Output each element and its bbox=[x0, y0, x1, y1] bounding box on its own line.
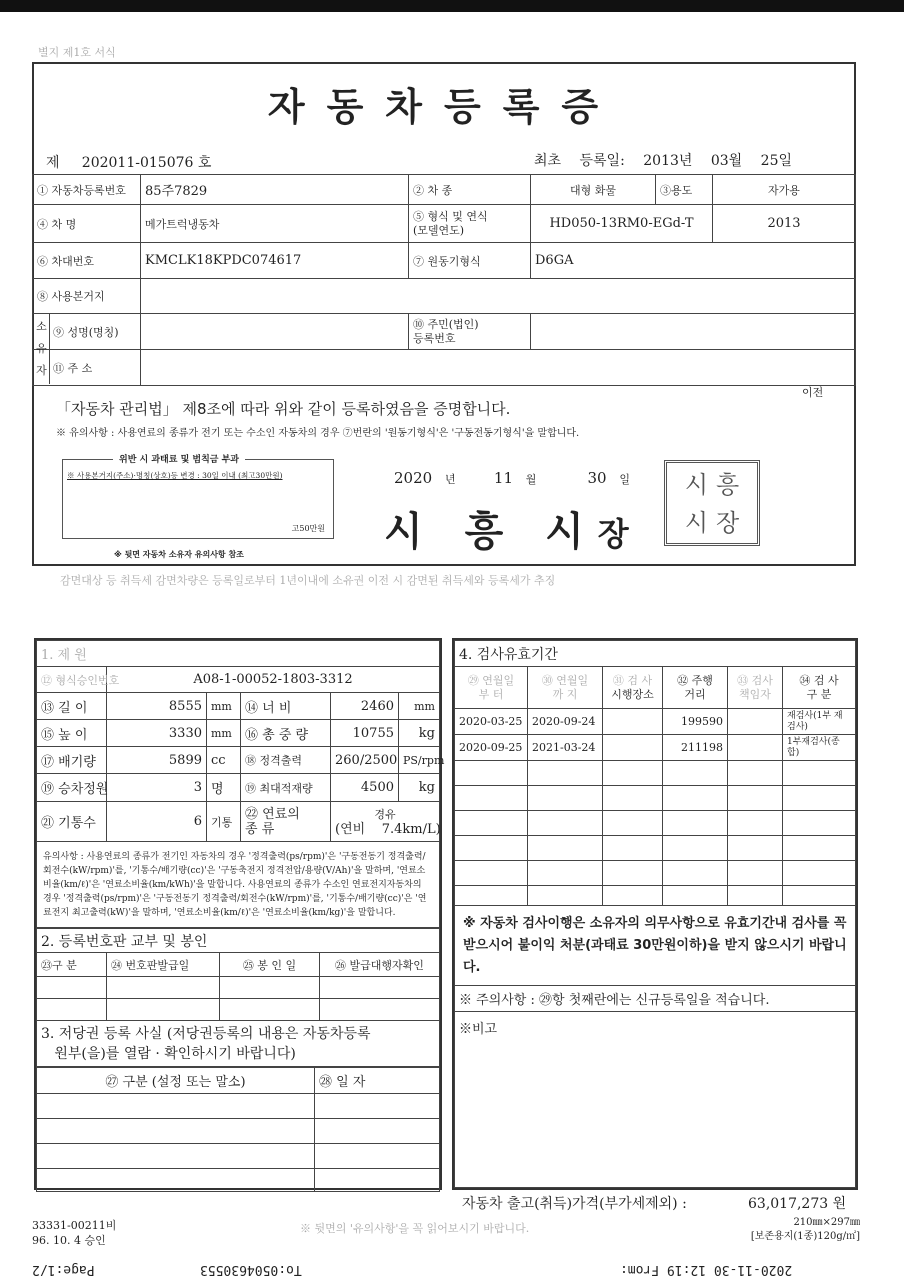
inspection-header bbox=[728, 667, 783, 709]
penalty-amount: 고50만원 bbox=[291, 524, 325, 533]
header-line: 구 분 bbox=[806, 687, 832, 701]
spec-label: ⑰ 배기량 bbox=[37, 747, 107, 774]
table-row bbox=[455, 811, 856, 836]
spec-value: 5899 bbox=[107, 747, 207, 774]
cell-place bbox=[603, 709, 663, 735]
spec-unit: cc bbox=[207, 747, 241, 774]
cell-type: 1부재검사(종합) bbox=[783, 735, 856, 761]
cell-place bbox=[603, 735, 663, 761]
inspection-table bbox=[454, 640, 856, 1188]
specs-title: 1. 제 원 bbox=[37, 641, 440, 667]
remarks: ※비고 bbox=[455, 1012, 856, 1188]
efficiency-label: (연비 bbox=[335, 821, 366, 837]
first-reg-label: 최초 등록일: bbox=[534, 153, 625, 169]
cell-type: 재검사(1부 재검사) bbox=[783, 709, 856, 735]
cell-inspector bbox=[728, 735, 783, 761]
price-value: 63,017,273 원 bbox=[748, 1196, 847, 1212]
inspection-header bbox=[455, 667, 528, 709]
spec-label: ⑱ 정격출력 bbox=[241, 747, 331, 774]
spec-value: 10755 bbox=[331, 720, 399, 747]
cell-from: 2020-03-25 bbox=[455, 709, 528, 735]
document-title: 자동차등록증 bbox=[267, 85, 621, 129]
lien-header: ㉗ 구분 (설정 또는 말소) bbox=[37, 1068, 315, 1094]
spec-unit: PS/rpm bbox=[399, 747, 440, 774]
inspection-header bbox=[528, 667, 603, 709]
fax-page: Page:1/2 bbox=[32, 1262, 95, 1277]
cell-from: 2020-09-25 bbox=[455, 735, 528, 761]
paper-spec bbox=[751, 1216, 860, 1244]
header-line: 책임자 bbox=[739, 687, 771, 701]
issuer-name: 시 흥 시 bbox=[384, 509, 584, 555]
table-row bbox=[455, 786, 856, 811]
first-reg-month: 03월 bbox=[710, 153, 743, 169]
certify-text: 「자동차 관리법」 제8조에 따라 위와 같이 등록하였음을 증명합니다. bbox=[56, 400, 511, 418]
name-label: ④ 차 명 bbox=[33, 205, 141, 243]
inspection-caution: ※ 주의사항 : ㉙항 첫째란에는 신규등록일을 적습니다. bbox=[455, 986, 856, 1012]
transfer-mark: 이전 bbox=[802, 386, 824, 399]
table-row bbox=[37, 999, 440, 1021]
approval-label: ⑫ 형식승인번호 bbox=[37, 667, 107, 693]
header-line: ㉚ 연월일 bbox=[541, 673, 589, 687]
table-row bbox=[37, 1144, 440, 1169]
penalty-line: ※ 사용본거지(주소)·명칭(상호)등 변경 : 30일 이내 (최고30만원) bbox=[67, 471, 283, 480]
issue-m: 월 bbox=[525, 473, 537, 486]
owner-id-label-1: ⑩ 주민(법인) bbox=[413, 317, 479, 331]
footer-notice: ※ 뒷면의 '유의사항'을 꼭 읽어보시기 바랍니다. bbox=[300, 1222, 530, 1235]
inspection-header bbox=[663, 667, 728, 709]
penalty-box bbox=[62, 455, 334, 539]
owner-name-value bbox=[141, 314, 409, 350]
base-label: ⑧ 사용본거지 bbox=[33, 279, 141, 314]
first-registration-date bbox=[534, 150, 792, 170]
use-value: 자가용 bbox=[713, 175, 856, 205]
spec-label: ⑯ 총 중 량 bbox=[241, 720, 331, 747]
plate-header: ㉕ 봉 인 일 bbox=[220, 953, 320, 977]
spec-unit: kg bbox=[399, 720, 440, 747]
table-row bbox=[455, 709, 856, 735]
inspection-header bbox=[603, 667, 663, 709]
lien-table bbox=[36, 1067, 440, 1192]
model-value: HD050-13RM0-EGd-T bbox=[531, 205, 713, 243]
table-row bbox=[455, 761, 856, 786]
cylinder-value: 6 bbox=[107, 802, 207, 842]
form-code bbox=[32, 1218, 116, 1248]
issue-day: 30 bbox=[587, 469, 607, 487]
price-label: 자동차 출고(취득)가격(부가세제외) : bbox=[462, 1196, 687, 1212]
issue-month: 11 bbox=[493, 469, 514, 487]
header-line: ㉜ 주행 bbox=[677, 673, 713, 687]
seal-text: 시흥시장 bbox=[684, 471, 748, 537]
base-value bbox=[141, 279, 856, 314]
form-code-text: 33331-00211비 bbox=[32, 1219, 117, 1232]
notice-text: ※ 유의사항 : 사용연료의 종류가 전기 또는 수소인 자동차의 경우 ⑦번란의 '원동기형식'은 '구동전동기형식'을 말합니다. bbox=[56, 428, 580, 439]
specs-note: 유의사항 : 사용연료의 종류가 전기인 자동차의 경우 '정격출력(ps/rpm)'은 '구동전동기 정격출력/회전수(kW/rpm)'를, '기통수/배기량(cc)'은 '구동축전지 정격전압/용량(V/Ah)'을 말하며, '연료소비율(km/ℓ)'은 '연료소비율(km/kWh)'을 말합니다. 사용연료의 종류가 수소인 연료전지자동차의 경우 '정격출력(ps/rpm)'은 '구동전동기 정격출력/회전수(kW/rpm)'를, '기통수/배기량(cc)'은 '연료전지 최고출력(kW)'을 말하며, '연료소비율(km/ℓ)'은 '연료소비율(km/kg)'을 말합니다. bbox=[37, 842, 440, 928]
efficiency-value: 7.4 bbox=[381, 821, 403, 837]
owner-addr-value bbox=[141, 350, 856, 386]
spec-label: ⑭ 너 비 bbox=[241, 693, 331, 720]
cylinder-unit: 기통 bbox=[207, 802, 241, 842]
fuel-label-1: ㉒ 연료의 bbox=[245, 806, 300, 822]
owner-group-label: 소유자 bbox=[34, 314, 50, 384]
official-seal bbox=[664, 460, 760, 546]
spec-value: 3 bbox=[107, 774, 207, 802]
cell-to: 2020-09-24 bbox=[528, 709, 603, 735]
engine-label: ⑦ 원동기형식 bbox=[409, 243, 531, 279]
vin-label: ⑥ 차대번호 bbox=[33, 243, 141, 279]
header-line: 부 터 bbox=[478, 687, 504, 701]
cell-mileage: 199590 bbox=[663, 709, 728, 735]
spec-unit: mm bbox=[207, 720, 241, 747]
plate-section-title: 2. 등록번호판 교부 및 봉인 bbox=[37, 929, 440, 953]
owner-id-label bbox=[409, 314, 531, 350]
cell-mileage: 211198 bbox=[663, 735, 728, 761]
spec-label: ⑲ 승차정원 bbox=[37, 774, 107, 802]
scan-top-edge bbox=[0, 0, 904, 12]
reg-number-value: 202011-015076 bbox=[81, 155, 194, 171]
efficiency-unit: km/L) bbox=[402, 821, 441, 837]
owner-name-label: ⑨ 성명(명칭) bbox=[33, 314, 141, 350]
registration-number bbox=[46, 152, 211, 172]
issuer-block bbox=[384, 500, 629, 557]
table-row bbox=[455, 836, 856, 861]
lien-section-title bbox=[37, 1021, 440, 1067]
use-label: ③용도 bbox=[656, 175, 713, 205]
spec-label: ⑬ 길 이 bbox=[37, 693, 107, 720]
spec-value: 2460 bbox=[331, 693, 399, 720]
issue-y: 년 bbox=[444, 473, 456, 486]
spec-value: 3330 bbox=[107, 720, 207, 747]
name-value: 메가트럭냉동차 bbox=[141, 205, 409, 243]
first-reg-day: 25일 bbox=[760, 153, 792, 169]
model-label-2: (모델연도) bbox=[413, 223, 465, 237]
inspection-box bbox=[452, 638, 858, 1190]
inspection-warning: ※ 자동차 검사이행은 소유자의 의무사항으로 유효기간내 검사를 꼭 받으시어 불이익 처분(과태료 30만원이하)을 받지 않으시기 바랍니다. bbox=[455, 906, 856, 986]
paper-size: 210㎜×297㎜ bbox=[793, 1217, 860, 1228]
reg-prefix: 제 bbox=[46, 155, 60, 171]
header-line: 거리 bbox=[684, 687, 706, 701]
penalty-footer: ※ 뒷면 자동차 소유자 유의사항 참조 bbox=[114, 550, 244, 559]
fuel-label bbox=[241, 802, 331, 842]
lien-title-2: 원부(을)를 열람 · 확인하시기 바랍니다) bbox=[54, 1045, 296, 1062]
specs-table bbox=[36, 640, 445, 928]
approval-value: A08-1-00052-1803-3312 bbox=[107, 667, 440, 693]
fuel-label-2: 종 류 bbox=[245, 821, 275, 837]
header-line: 까 지 bbox=[552, 687, 578, 701]
plate-label: ① 자동차등록번호 bbox=[33, 175, 141, 205]
table-row bbox=[37, 1094, 440, 1119]
spec-label: ⑲ 최대적재량 bbox=[241, 774, 331, 802]
type-value: 대형 화물 bbox=[531, 175, 656, 205]
faded-notice: 감면대상 등 취득세 감면차량은 등록일로부터 1년이내에 소유권 이전 시 감면된 취득세와 등록세가 추징 bbox=[60, 574, 556, 587]
spec-value: 260/2500 bbox=[331, 747, 399, 774]
type-label: ② 차 종 bbox=[409, 175, 531, 205]
inspection-header bbox=[783, 667, 856, 709]
issue-date bbox=[394, 469, 630, 487]
spec-unit: mm bbox=[399, 693, 440, 720]
plate-table bbox=[36, 928, 440, 1067]
spec-unit: mm bbox=[207, 693, 241, 720]
plate-header: ㉔ 번호판발급일 bbox=[107, 953, 220, 977]
header-line: ㉙ 연월일 bbox=[467, 673, 515, 687]
issuer-suffix: 장 bbox=[597, 515, 629, 553]
plate-value: 85주7829 bbox=[141, 175, 409, 205]
cell-inspector bbox=[728, 709, 783, 735]
vehicle-info-table bbox=[32, 174, 856, 386]
header-line: ㉞ 검 사 bbox=[799, 673, 839, 687]
table-row bbox=[37, 1119, 440, 1144]
penalty-title: 위반 시 과태료 및 범칙금 부과 bbox=[113, 452, 245, 465]
table-row bbox=[37, 1169, 440, 1192]
specs-box bbox=[34, 638, 445, 1190]
model-year: 2013 bbox=[713, 205, 856, 243]
table-row bbox=[37, 977, 440, 999]
vin-value: KMCLK18KPDC074617 bbox=[141, 243, 409, 279]
issue-d: 일 bbox=[619, 473, 631, 486]
spec-unit: kg bbox=[399, 774, 440, 802]
paper-type: [보존용지(1종)120g/㎡] bbox=[750, 1231, 860, 1242]
owner-addr-label: ⑪ 주 소 bbox=[33, 350, 141, 386]
plate-header: ㉖ 발급대행자확인 bbox=[320, 953, 440, 977]
fax-to: To:0504630553 bbox=[200, 1262, 302, 1277]
header-line: 시행장소 bbox=[611, 687, 654, 701]
model-label bbox=[409, 205, 531, 243]
spec-label: ⑮ 높 이 bbox=[37, 720, 107, 747]
reg-suffix: 호 bbox=[197, 155, 212, 171]
spec-value: 4500 bbox=[331, 774, 399, 802]
owner-id-label-2: 등록번호 bbox=[413, 331, 456, 345]
issue-year: 2020 bbox=[394, 469, 433, 487]
header-line: ㉝ 검사 bbox=[737, 673, 773, 687]
fuel-type: 경유 bbox=[374, 807, 396, 821]
plate-header: ㉓구 분 bbox=[37, 953, 107, 977]
table-row bbox=[455, 861, 856, 886]
certificate-box bbox=[32, 62, 856, 566]
model-label-1: ⑤ 형식 및 연식 bbox=[413, 209, 488, 223]
spec-unit: 명 bbox=[207, 774, 241, 802]
table-row bbox=[455, 886, 856, 906]
inspection-title: 4. 검사유효기간 bbox=[455, 641, 856, 667]
owner-id-value bbox=[531, 314, 856, 350]
first-reg-year: 2013년 bbox=[643, 153, 693, 169]
lien-header: ㉘ 일 자 bbox=[315, 1068, 440, 1094]
fuel-value-cell bbox=[331, 802, 440, 842]
engine-value: D6GA bbox=[531, 243, 856, 279]
fax-datetime: 2020-11-30 12:19 From: bbox=[620, 1262, 793, 1277]
cell-to: 2021-03-24 bbox=[528, 735, 603, 761]
cylinder-label: ㉑ 기통수 bbox=[37, 802, 107, 842]
table-row bbox=[455, 735, 856, 761]
spec-value: 8555 bbox=[107, 693, 207, 720]
lien-title-1: 3. 저당권 등록 사실 (저당권등록의 내용은 자동차등록 bbox=[41, 1025, 371, 1042]
form-label: 별지 제1호 서식 bbox=[38, 46, 116, 59]
form-approved: 96. 10. 4 승인 bbox=[32, 1234, 106, 1247]
header-line: ㉛ 검 사 bbox=[612, 673, 653, 687]
